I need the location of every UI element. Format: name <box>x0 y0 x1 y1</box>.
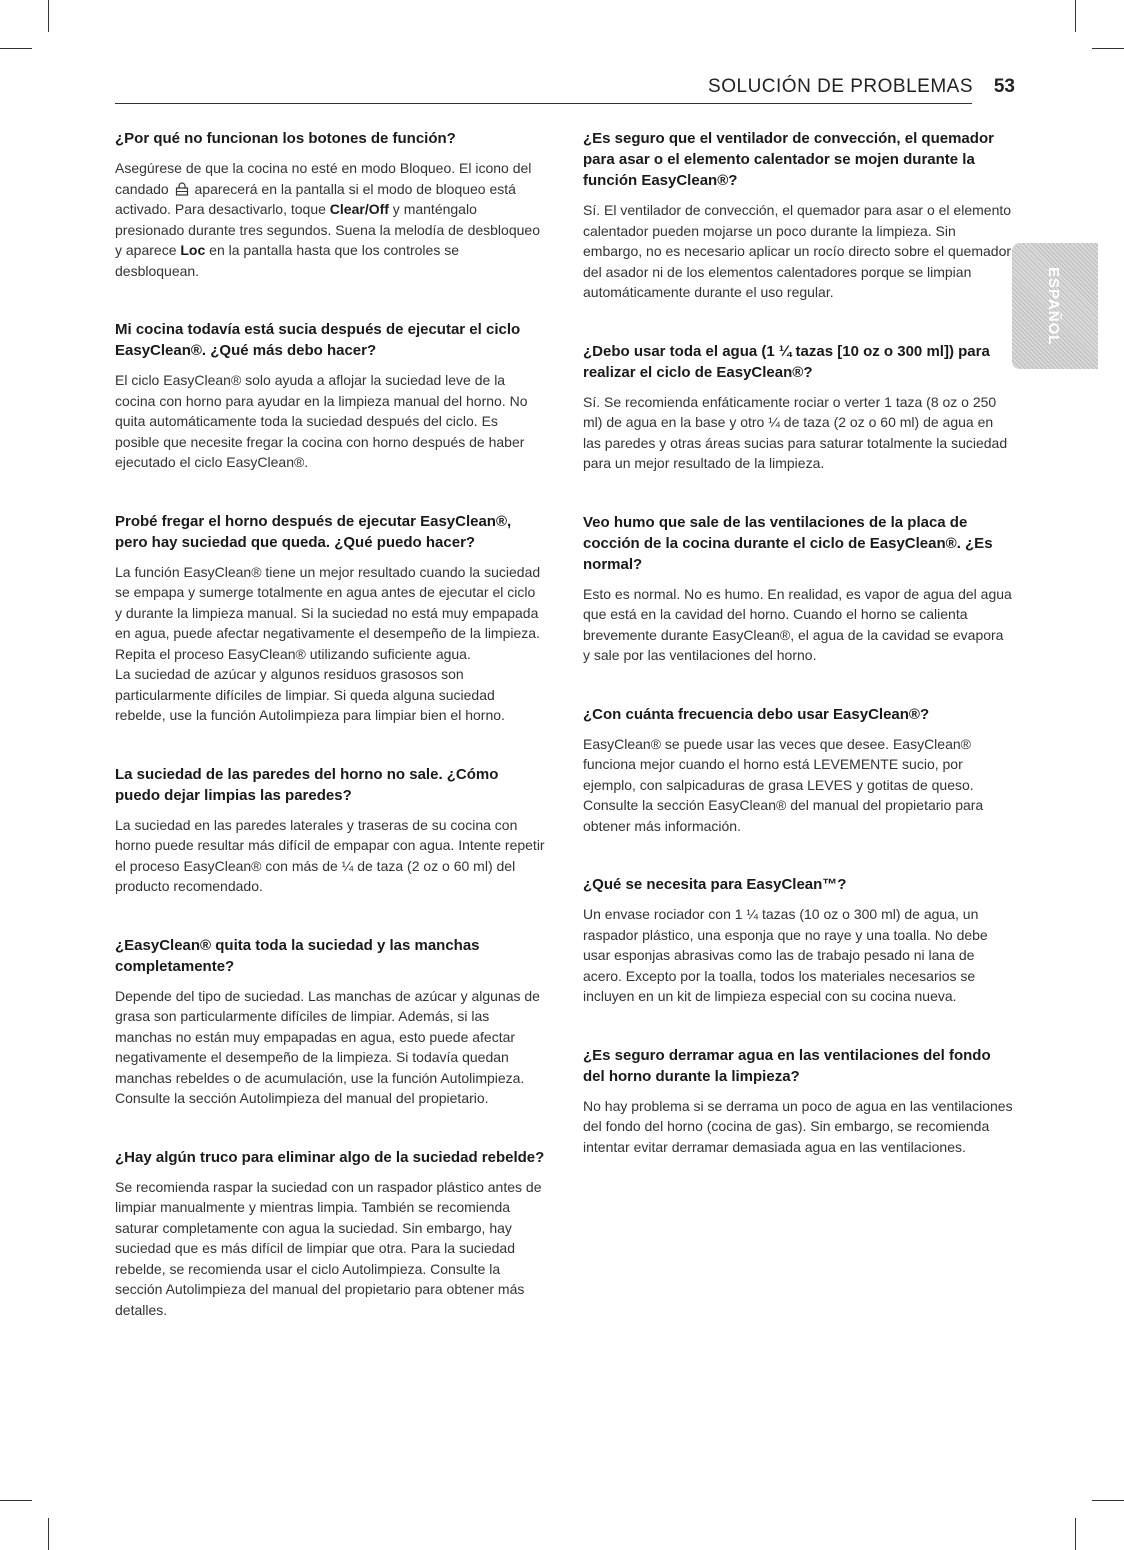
faq-answer: EasyClean® se puede usar las veces que desee. EasyClean® funciona mejor cuando el horno está LEVEMENTE sucio, por ejemplo, con salpicaduras de grasa LEVES y gotitas de queso. Consulte la sección EasyClean® del manual del propietario para obtener más información. <box>583 735 984 834</box>
faq-answer: El ciclo EasyClean® solo ayuda a aflojar la suciedad leve de la cocina con horno para ayudar en la limpieza manual del horno. No quita automáticamente toda la suciedad después del ciclo. Es posible que necesite fregar la cocina con horno después de haber ejecutado el ciclo EasyClean®. <box>115 372 528 470</box>
faq-answer: No hay problema si se derrama un poco de agua en las ventilaciones del fondo del horno (cocina de gas). Sin embargo, se recomienda intentar evitar derramar demasiada agua en las ventilaciones. <box>583 1097 1013 1155</box>
faq-question: ¿Debo usar toda el agua (1 ¼ tazas [10 oz o 300 ml]) para realizar el ciclo de EasyClean®? <box>583 342 990 381</box>
loc-label: Loc <box>180 242 206 258</box>
faq-item <box>583 1045 1013 1158</box>
faq-question: ¿Con cuánta frecuencia debo usar EasyClean®? <box>583 705 930 723</box>
faq-answer: Sí. El ventilador de convección, el quemador para asar o el elemento calentador pueden mojarse un poco durante la limpieza. Sin embargo, no es necesario aplicar un rocío directo sobre el quemador del asador ni de los elementos calentadores porque se limpian automáticamente durante el uso regular. <box>583 202 1012 300</box>
header-divider <box>115 103 972 104</box>
faq-item <box>115 764 545 897</box>
faq-item <box>583 128 1013 303</box>
faq-question: ¿Es seguro que el ventilador de convección, el quemador para asar o el elemento calentador se mojen durante la función EasyClean®? <box>583 130 994 189</box>
faq-question: ¿Es seguro derramar agua en las ventilaciones del fondo del horno durante la limpieza? <box>583 1046 991 1085</box>
faq-item <box>583 512 1013 666</box>
faq-item <box>115 1147 545 1321</box>
clear-off-label: Clear/Off <box>329 201 389 217</box>
faq-item <box>115 319 545 473</box>
faq-question: La suciedad de las paredes del horno no sale. ¿Cómo puedo dejar limpias las paredes? <box>115 765 499 804</box>
page-number: 53 <box>993 76 1015 97</box>
faq-answer-continued: La suciedad de azúcar y algunos residuos grasosos son particularmente difíciles de limpiar. Si queda alguna suciedad rebelde, use la función Autolimpieza para limpiar bien el horno. <box>115 666 505 723</box>
faq-answer: Asegúrese de que la cocina no esté en modo Bloqueo. El icono del candado aparecerá en la pantalla si el modo de bloqueo está activado. Para desactivarlo, toque Clear/Off y manténgalo presionado durante tres segundos. Suena la melodía de desbloqueo y aparece Loc en la pantalla hasta que los controles se desbloquean. <box>115 160 540 279</box>
crop-mark <box>1092 48 1124 49</box>
faq-question: ¿Por qué no funcionan los botones de función? <box>115 130 456 147</box>
faq-item <box>583 341 1013 474</box>
faq-question: Veo humo que sale de las ventilaciones de la placa de cocción de la cocina durante el ciclo de EasyClean®. ¿Es normal? <box>583 513 993 573</box>
right-column <box>583 128 1013 1195</box>
faq-answer: Un envase rociador con 1 ¼ tazas (10 oz o 300 ml) de agua, un raspador plástico, una esponja que no raye y una toalla. No debe usar esponjas abrasivas como las de trabajo pesado ni lana de acero. Excepto por la toalla, todos los materiales necesarios se incluyen en un kit de limpieza especial con su cocina nueva. <box>583 906 988 1004</box>
faq-question: Mi cocina todavía está sucia después de ejecutar el ciclo EasyClean®. ¿Qué más debo hacer? <box>115 321 521 359</box>
crop-mark <box>48 1518 49 1550</box>
faq-item <box>583 704 1013 837</box>
faq-answer: Sí. Se recomienda enfáticamente rociar o verter 1 taza (8 oz o 250 ml) de agua en la base y otro ¼ de taza (2 oz o 60 ml) de agua en las paredes y otras áreas sucias para saturar totalmente la suciedad para un mejor resultado de la limpieza. <box>583 393 1008 471</box>
faq-answer: La función EasyClean® tiene un mejor resultado cuando la suciedad se empapa y sumerge totalmente en agua antes de ejecutar el ciclo y durante la limpieza manual. Si la suciedad no está muy empapada en agua, puede afectar negativamente el desempeño de la limpieza. Repita el proceso EasyClean® utilizando suficiente agua. <box>115 563 541 662</box>
crop-mark <box>0 1500 32 1501</box>
crop-mark <box>48 0 49 32</box>
faq-answer: Depende del tipo de suciedad. Las manchas de azúcar y algunas de grasa son particularmente difíciles de limpiar. Además, si las manchas no están muy empapadas en agua, esto puede afectar negativamente el desempeño de la limpieza. Si todavía quedan manchas rebeldes o de acumulación, use la función Autolimpieza. Consulte la sección Autolimpieza del manual del propietario. <box>115 987 540 1106</box>
faq-question: ¿EasyClean® quita toda la suciedad y las manchas completamente? <box>115 936 480 975</box>
crop-mark <box>0 48 32 49</box>
faq-question: ¿Qué se necesita para EasyClean™? <box>583 876 847 893</box>
faq-answer: La suciedad en las paredes laterales y traseras de su cocina con horno puede resultar más difícil de empapar con agua. Intente repetir el proceso EasyClean® con más de ¼ de taza (2 oz o 60 ml) del producto recomendado. <box>115 816 545 894</box>
faq-question: Probé fregar el horno después de ejecutar EasyClean®, pero hay suciedad que queda. ¿Qué puedo hacer? <box>115 512 512 551</box>
crop-mark <box>1075 1518 1076 1550</box>
crop-mark <box>1075 0 1076 32</box>
section-title: SOLUCIÓN DE PROBLEMAS <box>708 76 973 97</box>
faq-item <box>115 511 545 726</box>
faq-answer: Esto es normal. No es humo. En realidad, es vapor de agua del agua que está en la cavidad del horno. Cuando el horno se calienta brevemente durante EasyClean®, el agua de la cavidad se evapora y sale por las ventilaciones del horno. <box>583 585 1012 663</box>
faq-item <box>115 935 545 1109</box>
faq-question: ¿Hay algún truco para eliminar algo de la suciedad rebelde? <box>115 1148 545 1166</box>
language-tab <box>1012 243 1098 369</box>
faq-item <box>115 128 545 281</box>
left-column <box>115 128 545 1358</box>
language-tab-label: ESPAÑOL <box>1045 266 1062 346</box>
crop-mark <box>1092 1500 1124 1501</box>
faq-item <box>583 874 1013 1007</box>
lock-icon <box>175 182 189 196</box>
page-header <box>115 76 1015 106</box>
faq-answer: Se recomienda raspar la suciedad con un raspador plástico antes de limpiar manualmente y mientras limpia. También se recomienda saturar completamente con agua la suciedad. Sin embargo, hay suciedad que es más difícil de limpiar que otra. Para la suciedad rebelde, se recomienda usar el ciclo Autolimpieza. Consulte la sección Autolimpieza del manual del propietario para obtener más detalles. <box>115 1178 542 1318</box>
